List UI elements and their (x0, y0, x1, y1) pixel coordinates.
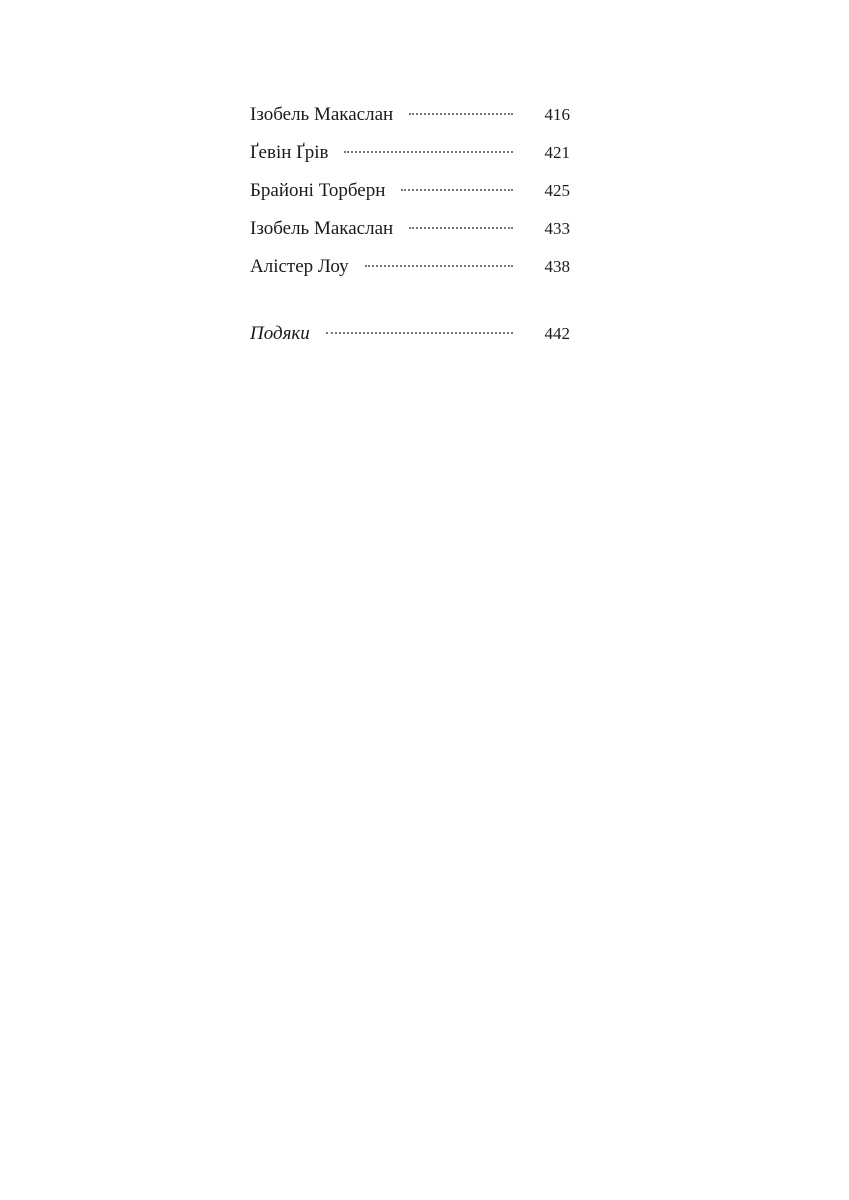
table-of-contents (250, 104, 570, 361)
toc-entry-page: 442 (544, 324, 570, 343)
toc-entry[interactable] (250, 180, 570, 218)
toc-entry[interactable] (250, 104, 570, 142)
toc-entry[interactable] (250, 142, 570, 180)
toc-entry[interactable] (250, 256, 570, 294)
dot-leader (365, 265, 513, 267)
toc-entry-title: Ґевін Ґрів (250, 142, 329, 163)
toc-entry-title: Алістер Лоу (250, 256, 349, 277)
toc-entry-title: Ізобель Макаслан (250, 104, 394, 125)
toc-entry-acknowledgements[interactable] (250, 323, 570, 361)
dot-leader (409, 227, 512, 229)
toc-entry-title: Брайоні Торберн (250, 180, 386, 201)
toc-entry-title: Подяки (250, 323, 310, 344)
toc-entry[interactable] (250, 218, 570, 256)
toc-entry-page: 438 (544, 257, 570, 276)
toc-entry-page: 416 (544, 105, 570, 124)
toc-entry-page: 425 (544, 181, 570, 200)
dot-leader (409, 113, 512, 115)
toc-entry-page: 421 (544, 143, 570, 162)
toc-entry-title: Ізобель Макаслан (250, 218, 394, 239)
toc-entry-page: 433 (544, 219, 570, 238)
dot-leader (326, 332, 513, 334)
dot-leader (401, 189, 512, 191)
dot-leader (344, 151, 512, 153)
